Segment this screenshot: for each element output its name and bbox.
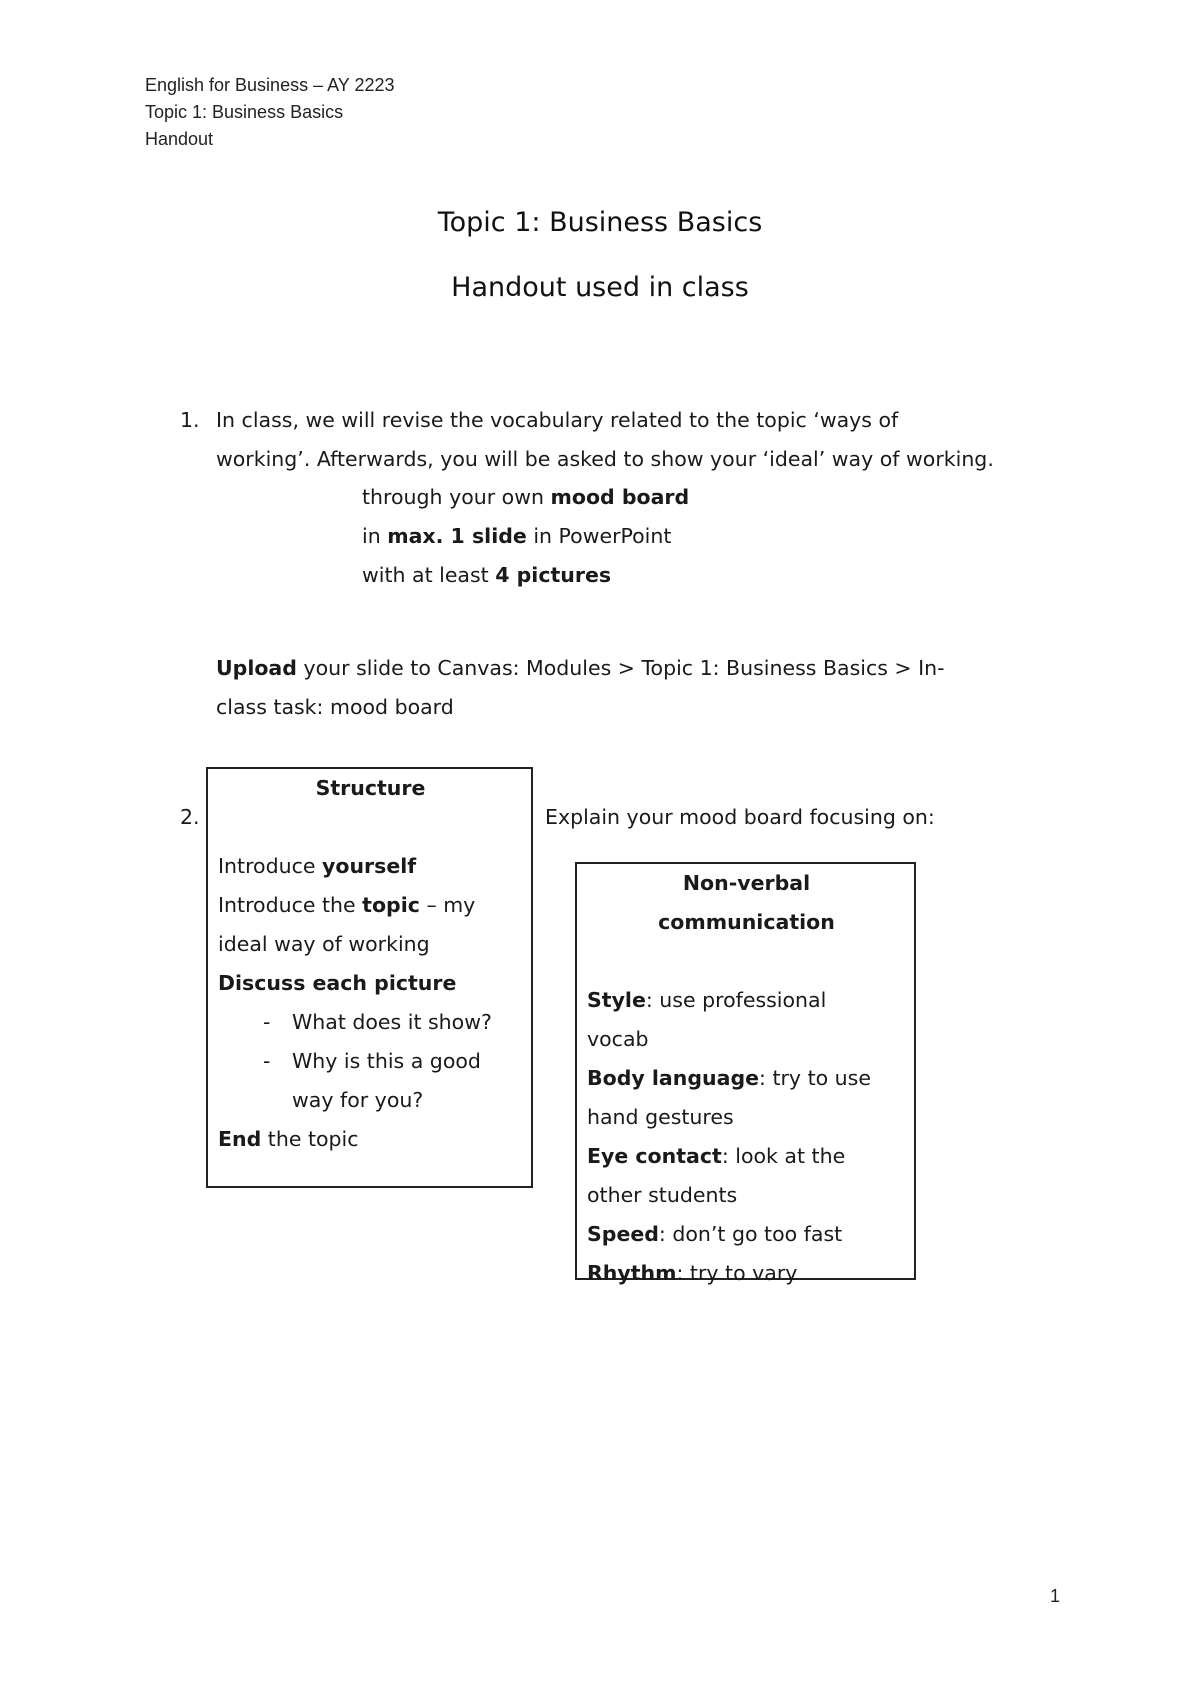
requirement-pictures: with at least 4 pictures bbox=[362, 563, 612, 587]
nonverbal-eye-contact: Eye contact: look at the bbox=[587, 1144, 846, 1168]
nonverbal-body-language-cont: hand gestures bbox=[587, 1105, 734, 1129]
nonverbal-box bbox=[575, 862, 916, 1285]
structure-bullet-what: - What does it show? bbox=[218, 1003, 523, 1042]
page-number: 1 bbox=[1050, 1586, 1061, 1606]
nonverbal-box-title-line2: communication bbox=[658, 910, 835, 934]
item1-number: 1. bbox=[180, 408, 200, 432]
structure-box-title: Structure bbox=[315, 776, 426, 800]
structure-discuss-pictures: Discuss each picture bbox=[218, 971, 457, 995]
structure-end-topic: End the topic bbox=[218, 1127, 359, 1151]
nonverbal-body-language: Body language: try to use bbox=[587, 1066, 871, 1090]
structure-bullet-why-cont: way for you? bbox=[292, 1088, 424, 1112]
upload-instruction-line2: class task: mood board bbox=[216, 695, 454, 719]
item2-number: 2. bbox=[180, 805, 200, 829]
bullet-dash: - bbox=[263, 1010, 271, 1034]
page-subtitle: Handout used in class bbox=[451, 272, 749, 303]
page-title: Topic 1: Business Basics bbox=[437, 207, 763, 238]
bullet-dash: - bbox=[263, 1049, 271, 1073]
item1-line2: working’. Afterwards, you will be asked to show your ‘ideal’ way of working. bbox=[216, 447, 994, 471]
document-header bbox=[145, 72, 395, 153]
requirement-slide: in max. 1 slide in PowerPoint bbox=[362, 524, 672, 548]
requirement-mood-board: through your own mood board bbox=[362, 485, 690, 509]
nonverbal-speed: Speed: don’t go too fast bbox=[587, 1222, 843, 1246]
structure-bullet-why: - Why is this a good bbox=[218, 1042, 523, 1081]
item2-intro: Explain your mood board focusing on: bbox=[545, 805, 935, 829]
header-topic: Topic 1: Business Basics bbox=[145, 102, 344, 122]
structure-box bbox=[206, 767, 533, 1188]
nonverbal-rhythm: Rhythm: try to vary bbox=[587, 1261, 798, 1285]
upload-instruction-line1: Upload your slide to Canvas: Modules > Topic 1: Business Basics > In- bbox=[216, 656, 945, 680]
item1-line1: In class, we will revise the vocabulary related to the topic ‘ways of bbox=[216, 408, 899, 432]
header-type: Handout bbox=[145, 129, 214, 149]
nonverbal-eye-contact-cont: other students bbox=[587, 1183, 738, 1207]
nonverbal-style: Style: use professional bbox=[587, 988, 827, 1012]
structure-introduce-yourself: Introduce yourself bbox=[218, 854, 417, 878]
structure-introduce-topic: Introduce the topic – my bbox=[218, 893, 476, 917]
nonverbal-style-cont: vocab bbox=[587, 1027, 649, 1051]
structure-ideal-way: ideal way of working bbox=[218, 932, 430, 956]
nonverbal-box-title-line1: Non-verbal bbox=[682, 871, 811, 895]
header-course: English for Business – AY 2223 bbox=[145, 75, 395, 95]
